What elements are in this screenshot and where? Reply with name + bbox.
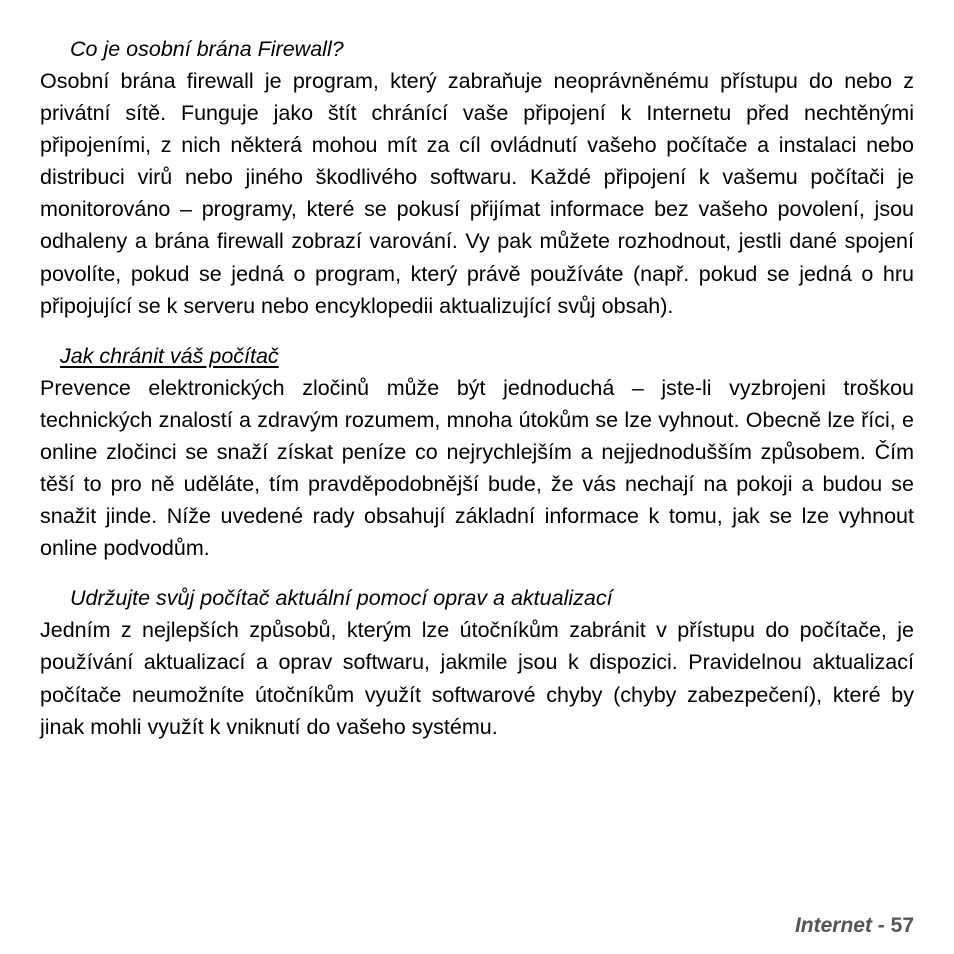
heading-personal-firewall: Co je osobní brána Firewall? [70,37,344,61]
paragraph-protect-computer: Prevence elektronických zločinů může být jednoduchá – jste-li vyzbrojeni troškou technických znalostí a zdravým rozumem, mnoha útokům se lze vyhnout. Obecně lze říci, e online zločinci se snaží získat peníze co nejrychlejším a nejjednodušším způsobem. Čím těší to pro ně uděláte, tím pravděpodobnější bude, že vás nechají na pokoji a budou se snažit jinde. Níže uvedené rady obsahují základní informace k tomu, jak se lze vyhnout online podvodům. [40,375,914,561]
paragraph-personal-firewall: Osobní brána firewall je program, který zabraňuje neoprávněnému přístupu do nebo z privátní sítě. Funguje jako štít chránící vaše připojení k Internetu před nechtěnými připojeními, z nich některá mohou mít za cíl ovládnutí vašeho počítače a instalaci nebo distribuci virů nebo jiného škodlivého softwaru. Každé připojení k vašemu počítači je monitorováno – programy, které se pokusí přijímat informace bez vašeho povolení, jsou odhaleny a brána firewall zobrazí varování. Vy pak můžete rozhodnout, jestli dané spojení povolíte, pokud se jedná o program, který právě používáte (např. pokud se jedná o hru připojující se k serveru nebo encyklopedii aktualizující svůj obsah). [40,69,914,318]
document-page [40,0,914,743]
footer-section-label: Internet - [794,914,885,937]
heading-keep-updated: Udržujte svůj počítač aktuální pomocí oprav a aktualizací [70,586,613,611]
page-footer [795,914,914,938]
paragraph-keep-updated: Jedním z nejlepších způsobů, kterým lze útočníkům zabránit v přístupu do počítače, je používání aktualizací a oprav softwaru, jakmile jsou k dispozici. Pravidelnou aktualizací počítače neumožníte útočníkům využít softwarové chyby (chyby zabezpečení), které by jinak mohli využít k vniknutí do vašeho systému. [40,618,914,739]
page-number: 57 [890,914,914,937]
heading-protect-computer: Jak chránit váš počítač [60,343,279,368]
